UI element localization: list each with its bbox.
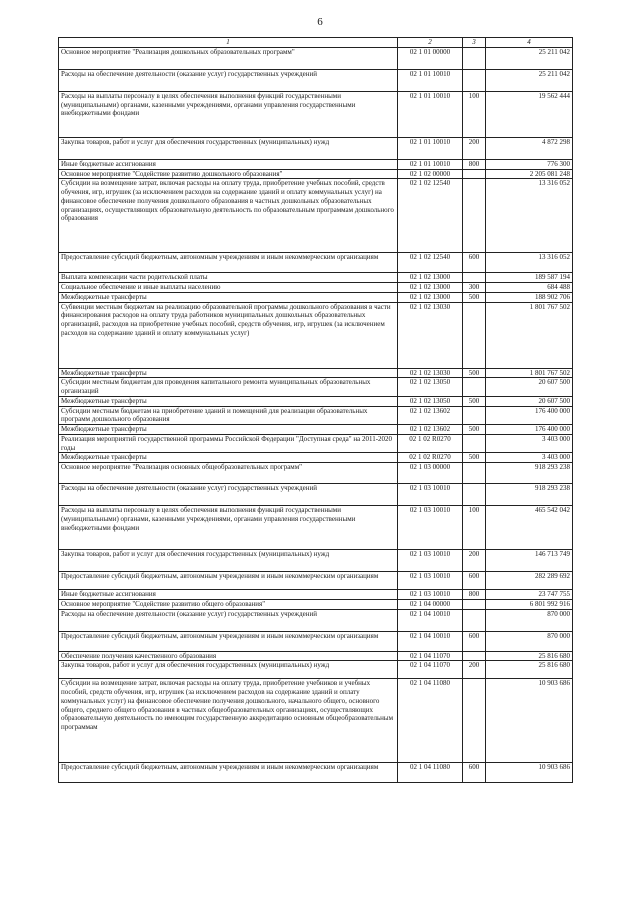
table-row	[59, 91, 573, 137]
row-name: Предоставление субсидий бюджетным, автономным учреждениям и иным некоммерческим организациям	[59, 253, 398, 273]
table-row	[59, 506, 573, 550]
row-code: 02 1 02 00000	[398, 169, 463, 179]
row-amount: 1 801 767 502	[486, 368, 573, 378]
row-code: 02 1 02 13602	[398, 425, 463, 435]
row-amount: 684 488	[486, 283, 573, 293]
table-row	[59, 292, 573, 302]
table-row	[59, 283, 573, 293]
row-code: 02 1 02 13000	[398, 273, 463, 283]
row-amount: 23 747 755	[486, 590, 573, 600]
row-code: 02 1 03 10010	[398, 506, 463, 550]
row-name: Расходы на обеспечение деятельности (оказание услуг) государственных учреждений	[59, 609, 398, 631]
row-amount: 918 293 238	[486, 484, 573, 506]
row-amount: 13 316 052	[486, 253, 573, 273]
row-name: Межбюджетные трансферты	[59, 292, 398, 302]
row-expense-type: 800	[463, 159, 486, 169]
row-amount: 176 400 000	[486, 425, 573, 435]
table-row	[59, 425, 573, 435]
row-name: Социальное обеспечение и иные выплаты населению	[59, 283, 398, 293]
row-code: 02 1 02 13030	[398, 368, 463, 378]
row-amount: 25 211 042	[486, 47, 573, 69]
header-col-1: 1	[59, 38, 398, 48]
header-col-3: 3	[463, 38, 486, 48]
table-row	[59, 137, 573, 159]
header-col-4: 4	[486, 38, 573, 48]
budget-table	[58, 37, 573, 783]
row-code: 02 1 02 R0270	[398, 434, 463, 453]
row-name: Расходы на выплаты персоналу в целях обеспечения выполнения функций государственными (муниципальными) органами, казенными учреждениями, органами управления государственными внебюджетными фондами	[59, 91, 398, 137]
row-code: 02 1 03 00000	[398, 463, 463, 484]
row-name: Обеспечение получения качественного образования	[59, 651, 398, 661]
row-amount: 13 316 052	[486, 179, 573, 253]
row-expense-type: 500	[463, 425, 486, 435]
row-name: Субсидии на возмещение затрат, включая расходы на оплату труда, приобретение учебных пособий, средств обучения, игр, игрушек (за исключением расходов на содержание зданий и оплату коммунальных услуг) на финансовое обеспечение получения дошкольного образования в частных дошкольных образовательных организациях, осуществляющих образовательную деятельность по образовательным программам дошкольного образования	[59, 179, 398, 253]
table-row	[59, 396, 573, 406]
row-name: Основное мероприятие "Реализация основных общеобразовательных программ"	[59, 463, 398, 484]
row-name: Межбюджетные трансферты	[59, 368, 398, 378]
row-amount: 10 903 686	[486, 763, 573, 783]
table-row	[59, 434, 573, 453]
row-amount: 3 403 000	[486, 434, 573, 453]
row-expense-type	[463, 169, 486, 179]
row-name: Субсидии на возмещение затрат, включая расходы на оплату труда, приобретение учебников и учебных пособий, средств обучения, игр, игрушек (за исключением расходов на содержание зданий и оплату коммунальных услуг) на финансовое обеспечение получения дошкольного, начального общего, основного общего, среднего общего образования в частных общеобразовательных организациях, осуществляющих образовательную деятельность по имеющим государственную аккредитацию основным общеобразовательным программам	[59, 679, 398, 763]
table-row	[59, 763, 573, 783]
row-code: 02 1 04 00000	[398, 599, 463, 609]
table-row	[59, 453, 573, 463]
row-code: 02 1 01 10010	[398, 91, 463, 137]
table-row	[59, 463, 573, 484]
row-name: Субвенции местным бюджетам на реализацию образовательной программы дошкольного образования в части финансирования расходов на оплату труда работников муниципальных дошкольных образовательных организаций, расходов на приобретение учебных пособий, средств обучения, игр, игрушек (за исключением расходов на содержание зданий и оплату коммунальных услуг)	[59, 302, 398, 368]
row-expense-type: 600	[463, 253, 486, 273]
row-name: Межбюджетные трансферты	[59, 396, 398, 406]
table-row	[59, 169, 573, 179]
table-row	[59, 253, 573, 273]
row-code: 02 1 02 12540	[398, 179, 463, 253]
table-row	[59, 631, 573, 651]
table-row	[59, 550, 573, 572]
row-amount: 870 000	[486, 609, 573, 631]
row-expense-type	[463, 599, 486, 609]
table-row	[59, 484, 573, 506]
row-name: Межбюджетные трансферты	[59, 425, 398, 435]
row-amount: 4 872 298	[486, 137, 573, 159]
row-amount: 176 400 000	[486, 406, 573, 425]
table-header-row	[59, 38, 573, 48]
page-number: 6	[317, 16, 323, 28]
row-expense-type: 500	[463, 453, 486, 463]
row-amount: 1 801 767 502	[486, 302, 573, 368]
row-name: Предоставление субсидий бюджетным, автономным учреждениям и иным некоммерческим организациям	[59, 631, 398, 651]
table-row	[59, 302, 573, 368]
table-row	[59, 69, 573, 91]
row-name: Расходы на обеспечение деятельности (оказание услуг) государственных учреждений	[59, 484, 398, 506]
table-row	[59, 378, 573, 397]
row-expense-type	[463, 406, 486, 425]
row-amount: 25 816 680	[486, 651, 573, 661]
table-row	[59, 590, 573, 600]
row-expense-type	[463, 179, 486, 253]
row-code: 02 1 02 13000	[398, 292, 463, 302]
row-name: Выплата компенсации части родительской платы	[59, 273, 398, 283]
row-code: 02 1 01 10010	[398, 137, 463, 159]
table-row	[59, 273, 573, 283]
row-amount: 20 607 500	[486, 396, 573, 406]
row-code: 02 1 01 10010	[398, 159, 463, 169]
table-row	[59, 609, 573, 631]
table-row	[59, 572, 573, 590]
row-expense-type	[463, 609, 486, 631]
row-expense-type: 800	[463, 590, 486, 600]
row-expense-type	[463, 302, 486, 368]
row-code: 02 1 02 13602	[398, 406, 463, 425]
row-expense-type	[463, 378, 486, 397]
row-code: 02 1 03 10010	[398, 550, 463, 572]
row-name: Межбюджетные трансферты	[59, 453, 398, 463]
row-amount: 776 300	[486, 159, 573, 169]
row-amount: 2 205 081 248	[486, 169, 573, 179]
row-name: Реализация мероприятий государственной программы Российской Федерации "Доступная среда" на 2011-2020 годы	[59, 434, 398, 453]
row-code: 02 1 03 10010	[398, 590, 463, 600]
row-name: Иные бюджетные ассигнования	[59, 590, 398, 600]
row-expense-type	[463, 47, 486, 69]
row-amount: 10 903 686	[486, 679, 573, 763]
row-expense-type: 200	[463, 550, 486, 572]
row-amount: 25 816 680	[486, 661, 573, 679]
table-row	[59, 159, 573, 169]
row-name: Субсидии местным бюджетам на приобретение зданий и помещений для реализации образовательных программ дошкольного образования	[59, 406, 398, 425]
row-expense-type: 100	[463, 506, 486, 550]
row-amount: 188 902 706	[486, 292, 573, 302]
row-name: Основное мероприятие "Содействие развитию общего образования"	[59, 599, 398, 609]
row-name: Основное мероприятие "Реализация дошкольных образовательных программ"	[59, 47, 398, 69]
table-row	[59, 661, 573, 679]
row-amount: 282 289 692	[486, 572, 573, 590]
row-expense-type: 200	[463, 137, 486, 159]
row-name: Расходы на обеспечение деятельности (оказание услуг) государственных учреждений	[59, 69, 398, 91]
row-name: Иные бюджетные ассигнования	[59, 159, 398, 169]
row-expense-type	[463, 273, 486, 283]
row-amount: 918 293 238	[486, 463, 573, 484]
row-code: 02 1 04 10010	[398, 631, 463, 651]
row-code: 02 1 02 13000	[398, 283, 463, 293]
row-expense-type	[463, 679, 486, 763]
row-code: 02 1 03 10010	[398, 484, 463, 506]
table-row	[59, 179, 573, 253]
table-body	[59, 47, 573, 783]
row-expense-type	[463, 484, 486, 506]
row-amount: 6 801 992 916	[486, 599, 573, 609]
header-col-2: 2	[398, 38, 463, 48]
row-expense-type: 600	[463, 631, 486, 651]
row-name: Предоставление субсидий бюджетным, автономным учреждениям и иным некоммерческим организациям	[59, 572, 398, 590]
row-amount: 189 587 194	[486, 273, 573, 283]
table-row	[59, 368, 573, 378]
row-expense-type: 200	[463, 661, 486, 679]
row-expense-type	[463, 463, 486, 484]
row-code: 02 1 04 11070	[398, 661, 463, 679]
row-expense-type: 500	[463, 368, 486, 378]
row-expense-type	[463, 434, 486, 453]
row-expense-type: 600	[463, 763, 486, 783]
table-row	[59, 47, 573, 69]
row-code: 02 1 01 00000	[398, 47, 463, 69]
row-code: 02 1 02 12540	[398, 253, 463, 273]
row-expense-type	[463, 651, 486, 661]
row-amount: 146 713 749	[486, 550, 573, 572]
row-expense-type: 300	[463, 283, 486, 293]
row-name: Расходы на выплаты персоналу в целях обеспечения выполнения функций государственными (муниципальными) органами, казенными учреждениями, органами управления государственными внебюджетными фондами	[59, 506, 398, 550]
row-name: Закупка товаров, работ и услуг для обеспечения государственных (муниципальных) нужд	[59, 550, 398, 572]
row-name: Закупка товаров, работ и услуг для обеспечения государственных (муниципальных) нужд	[59, 137, 398, 159]
row-amount: 465 542 042	[486, 506, 573, 550]
row-expense-type: 500	[463, 292, 486, 302]
row-amount: 870 000	[486, 631, 573, 651]
row-code: 02 1 02 R0270	[398, 453, 463, 463]
row-code: 02 1 04 10010	[398, 609, 463, 631]
row-code: 02 1 02 13030	[398, 302, 463, 368]
row-name: Основное мероприятие "Содействие развитию дошкольного образования"	[59, 169, 398, 179]
row-amount: 25 211 042	[486, 69, 573, 91]
table-row	[59, 406, 573, 425]
row-name: Предоставление субсидий бюджетным, автономным учреждениям и иным некоммерческим организациям	[59, 763, 398, 783]
row-amount: 19 562 444	[486, 91, 573, 137]
table-row	[59, 679, 573, 763]
row-amount: 3 403 000	[486, 453, 573, 463]
row-code: 02 1 04 11070	[398, 651, 463, 661]
row-code: 02 1 01 10010	[398, 69, 463, 91]
row-code: 02 1 04 11080	[398, 679, 463, 763]
row-name: Закупка товаров, работ и услуг для обеспечения государственных (муниципальных) нужд	[59, 661, 398, 679]
row-expense-type: 600	[463, 572, 486, 590]
table-row	[59, 599, 573, 609]
row-code: 02 1 04 11080	[398, 763, 463, 783]
table-row	[59, 651, 573, 661]
row-expense-type: 100	[463, 91, 486, 137]
row-expense-type	[463, 69, 486, 91]
row-code: 02 1 03 10010	[398, 572, 463, 590]
row-code: 02 1 02 13050	[398, 396, 463, 406]
row-amount: 20 607 500	[486, 378, 573, 397]
row-expense-type: 500	[463, 396, 486, 406]
row-code: 02 1 02 13050	[398, 378, 463, 397]
row-name: Субсидии местным бюджетам для проведения капитального ремонта муниципальных образовательных организаций	[59, 378, 398, 397]
